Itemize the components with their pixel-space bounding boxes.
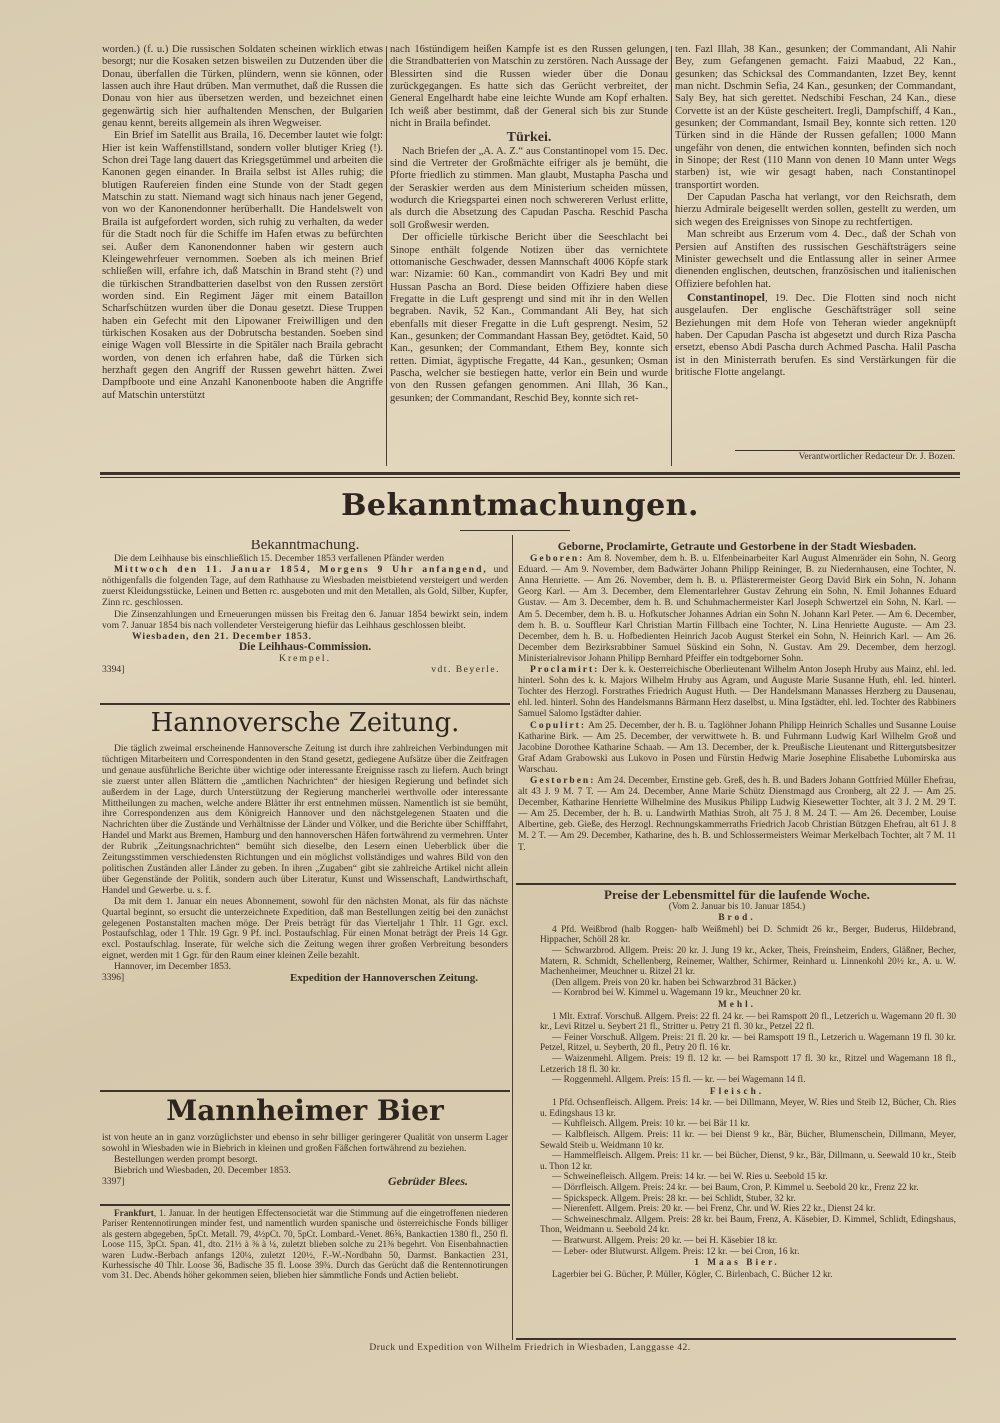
- price-item: (Den allgem. Preis von 20 kr. haben bei Schwarzbrod 31 Bäcker.): [552, 977, 796, 988]
- price-item: — Waizenmehl. Allgem. Preis: 19 fl. 12 kr. — bei Ramspott 17 fl. 30 kr., Ritzel und Wagemann 18 fl., Letzerich 18 fl. 30 kr.: [540, 1053, 956, 1075]
- news-paragraph: Man schreibt aus Erzerum vom 4. Dec., daß der Schah von Persien auf Anstiften des russischen Geschäftsträgers seine Minister gewechselt und die Entlassung aller in seiner Armee dienenden englischen, deutschen, französischen und italienischen Offiziere befohlen hat.: [675, 229, 956, 290]
- price-groups: [518, 913, 956, 1280]
- prices-title: Preise der Lebensmittel für die laufende Woche.: [604, 887, 870, 902]
- registry-entry: [518, 776, 956, 854]
- news-paragraph: [675, 291, 956, 379]
- news-paragraph: Der officielle türkische Bericht über die Seeschlacht bei Sinope enthält folgende Notizen über das vernichtete ottomanische Geschwader, dessen Mannschaft 4006 Köpfe stark war: Nizamie: 60 Kan., commandirt von Kadri Bey und mit Hussan Pascha an Bord. Diese beiden Offiziere haben diese Fregatte in die Luft gesprengt und sind mit ihr in den Wellen begraben. Navik, 52 Kan., Commandant Ali Bey, hat sich ebenfalls mit dieser Fregatte in die Luft gesprengt. Nesim, 52 Kan., gesunken; der Commandant Hassan Bey, getödtet. Kaid, 50 Kan., gesunken; der Commandant, Ethem Bey, konnte sich retten. Dimiat, ägyptische Fregatte, 44 Kan., gesunken; Osman Pascha, welcher sie bestiegen hatte, verlor ein Bein und wurde von den Russen gefangen genommen. Ani Illah, 36 Kan., gesunken; der Commandant, Reschid Bey, konnte sich ret-: [390, 232, 668, 404]
- notice-paragraph: [102, 564, 508, 608]
- entry-text: Am 24. December, Ernstine geb. Greß, des h. B. und Baders Johann Gottfried Müller Ehefrau, alt 43 J. 9 M. 7 T. — Am 24. December, Anne Marie Schütz Dienstmagd aus Cronberg, alt 22 J. — Am 25. December, Katharine Henriette Wilhelmine des Musikus Philipp Ludwig Kiesewetter Tochter, alt 3 J. 2 M. 29 T. — Am 25. December, der h. B. u. Landwirth Mathias Stroh, alt 75 J. 8 M. 24 T. — Am 26. December, Louise Albertine, geb. Gieße, des Herzogl. Rechnungskammerraths Friedrich Jacob Christian Bützgen Ehefrau, alt 61 J. 8 M. 2 T. — Am 29. December, Katharine, des h. B. und Schlossermeisters Weimar Merkelbach Tochter, alt 7 M. 11 T.: [518, 775, 956, 853]
- notice-signer-name: Krempel.: [279, 652, 331, 664]
- price-item: — Kalbfleisch. Allgem. Preis: 11 kr. — bei Dienst 9 kr., Bär, Bücher, Blumenschein, Dillmann, Meyer, Sewald Steib u. Weidmann 10 kr.: [540, 1130, 956, 1151]
- entry-text: Am 8. November, dem h. B. u. Elfenbeinarbeiter Karl August Almenräder ein Sohn, N. Georg Eduard. — Am 9. November, dem Badwärter Johann Philipp Reininger, B. zu Niedernhausen, eine Tochter, N. Anna Henriette. — Am 26. November, dem h. B. u. Pflästerermeister Georg David Birk ein Sohn, N. Johann Georg Karl. — Am 3. December, dem Elementarlehrer Gustav Zehrung ein Sohn, N. Emil Johannes Eduard Gustav. — Am 3. December, dem h. B. und Schuhmachermeister Karl Joseph Schwertzel ein Sohn, N. Karl. — Am 5. December, dem h. B. u. Hofkutscher Johannes Adrian ein Sohn N. Johann Karl Peter. — Am 6. December, dem h. B. u. Souffleur Karl Christian Martin Fillbach eine Tochter, N. Lina Henriette Auguste. — Am 23. December, dem h. B. u. Hofbedienten Heinrich Jacob August Sterkel ein Sohn, N. Heinrich Karl. — Am 26. December dem Bezirksrabbiner Samuel Süskind ein Sohn, N. Gustav. Am 29. December, dem herzogl. Ministerialrevisor Johann Philipp Bernhard Pfeiffer ein todtgeborner Sohn.: [518, 554, 956, 664]
- ad-paragraph: Die täglich zweimal erscheinende Hannoversche Zeitung ist durch ihre zahlreichen Verbindungen mit tüchtigen Mitarbeitern und Correspondenten in den Stand gesetzt, gediegene Aufsätze über die Zeitfragen und genaue ausführliche Berichte über wichtige oder interessante Ereignisse rasch zu liefern. Auch bringt sie zuerst unter allen Blättern die „amtlichen Nachrichten“ der hiesigen Regierung und befindet sich außerdem in der Lage, durch Unterstützung der Regierung mancherlei werthvolle oder interessante Mittheilungen zu machen, welche andere Blätter ihr erst entnehmen müssen. Namentlich ist sie bemüht, ihre Correspondenzen aus dem Königreich Hannover und den nächstgelegenen Staaten und die Nachrichten über die Zustände und Verhältnisse der Länder und Völker, und die Berichte über Schifffahrt, Handel und Markt aus Bremen, Hamburg und den hannoverschen Häfen fortwährend zu vermehren. Unter der Rubrik „Zeitungsnachrichten“ bemüht sich dieselbe, den Lesern einen Ueberblick über die Zeitungsstimmen verschiedensten Richtungen und ein möglichst vollständiges und wahres Bild von den politischen Zuständen aller Länder zu geben. In ihren „Zugaben“ gibt sie zahlreiche Artikel nicht allein über Gegenstände der Politik, sondern auch über Literatur, Kunst und Wissenschaft, Landwirthschaft, Handel und Gewerbe. u. s. f.: [102, 744, 508, 896]
- registry-entry: [518, 721, 956, 776]
- ad-rule: [100, 1204, 510, 1206]
- price-item: 1 Pfd. Ochsenfleisch. Allgem. Preis: 14 kr. — bei Dillmann, Meyer, W. Ries und Steib 12, Bücher, Ch. Ries u. Edingshaus 13 kr.: [540, 1098, 956, 1119]
- price-item: — Hammelfleisch. Allgem. Preis: 11 kr. — bei Bücher, Dienst, 9 kr., Bär, Dillmann, u. Seewald 10 kr., Steib u. Thon 12 kr.: [540, 1151, 956, 1172]
- price-category-heading: Fleisch.: [709, 1086, 765, 1097]
- price-item: — Bratwurst. Allgem. Preis: 20 kr. — bei H. Käsebier 18 kr.: [552, 1236, 778, 1246]
- frankfurt-market-report: [102, 1208, 508, 1318]
- entry-text: Der k. k. Oesterreichische Oberlieutenant Wilhelm Anton Joseph Hruby aus Mainz, ehl. led. hinterl. Sohn des k. k. Majors Wilhelm Hruby aus Agram, und Auguste Marie Susanne Huth, ehl. led. hinterl. Tochter des Herzogl. Forstrathes Friedrich August Huth. — Der Handelsmann Manasses Herzberg zu Dausenau, ehl. led. hinterl. Sohn des Handelsmanns Bärmann Herz daselbst, u. Mina Igstädter, ehl. led. Tochter des Rabbiners Samuel Salomo Igstädter dahier.: [518, 665, 956, 720]
- news-paragraph: nach 16stündigem heißen Kampfe ist es den Russen gelungen, die Strandbatterien von Matschin zu zerstören. Nach Aussage der Blessirten sind die Russen wieder über die Donau zurückgegangen. Es hatte sich das Gerücht verbreitet, der General Engelhardt habe eine leichte Wunde am Kopf erhalten. Ich weiß aber bestimmt, daß der General sich bis zur Stunde nicht in Braila befindet.: [390, 44, 668, 130]
- notice-title: Bekanntmachung.: [250, 540, 360, 553]
- report-text: , 1. Januar. In der heutigen Effectensocietät war die Stimmung auf die eingetroffenen niederen Pariser Rentennotirungen minder fest, und namentlich wurden spanische und österreichische Fonds billiger als gestern abgegeben, 5pCt. Metall. 79, 4½pCt. 70, 5pCt. Lombard.-Venet. 86⅝, Bankactien 1380 fl., 250 fl. Loose 115, 3pCt. Span. 41, dto. 21½ à ⅜ à ¼, zuletzt blieben solche zu 21⅜ begehrt. Von Eisenbahnactien waren Ludw.-Berbach anfangs 120¼, zuletzt 120½, F.-W.-Nordbahn 50, Darmst. Bankactien 231, Kurhessische 40 Thlr. Loose 36, Badische 35 fl. Loose 39¾. Durch das Gerücht daß die Rentennotirungen vom 31. Dec. Abends höher gekommen seien, blieben hier sämmtliche Fonds und Actien beliebt.: [102, 1208, 508, 1281]
- ad-rule: [100, 1090, 510, 1092]
- price-item: — Spickspeck. Allgem. Preis: 28 kr. — bei Schlidt, Stuber, 32 kr.: [552, 1193, 796, 1204]
- notice-footer: [102, 664, 508, 675]
- leihhaus-notice: [102, 540, 508, 700]
- price-item: 4 Pfd. Weißbrod (halb Roggen- halb Weißmehl) bei D. Schmidt 26 kr., Berger, Buderus, Hildebrand, Hippacher, Schöll 28 kr.: [540, 924, 956, 946]
- price-item: — Schweinefleisch. Allgem. Preis: 14 kr. — bei W. Ries u. Seebold 15 kr.: [552, 1172, 828, 1183]
- notice-paragraph: Die dem Leihhause bis einschließlich 15. December 1853 verfallenen Pfänder werden: [114, 553, 445, 565]
- beer-ad: [102, 1132, 508, 1202]
- dateline-place: Constantinopel: [687, 289, 766, 304]
- section-rule: [516, 1338, 956, 1340]
- prices-subtitle: (Vom 2. Januar bis 10. Januar 1854.): [668, 901, 806, 912]
- price-category-heading: Mehl.: [718, 999, 756, 1010]
- price-item: — Nierenfett. Allgem. Preis: 20 kr. — bei Frenz, Chr. und W. Ries 22 kr., Dienst 24 kr.: [552, 1204, 876, 1215]
- entry-label: Copulirt:: [530, 720, 586, 731]
- auction-date: Mittwoch den 11. Januar 1854, Morgens 9 Uhr anfangend,: [114, 564, 488, 576]
- news-column-2: [390, 44, 668, 470]
- news-paragraph: worden.) (f. u.) Die russischen Soldaten scheinen wirklich etwas besorgt; nur die Kosaken setzen bisweilen zu Dutzenden über die Donau, überfallen die Türken, plündern, wenn sie können, oder lassen auch ihre Haut drüben. Man vermuthet, daß die Russen die Donau von hier aus übersetzen werden, und bezeichnet einen gegenwärtig sich hier aufhaltenden Menschen, der Bulgarien genau kennt, bereits allgemein als ihren Wegweiser.: [102, 44, 383, 130]
- news-column-3: [675, 44, 956, 449]
- ad-signer: Expedition der Hannoverschen Zeitung.: [289, 972, 478, 985]
- civil-registry: [518, 540, 956, 885]
- news-paragraph: Der Capudan Pascha hat verlangt, vor den Reichsrath, dem hierzu Admirale beigesellt werden sollen, gestellt zu werden, um sich wegen des Ereignisses von Sinope zu rechtfertigen.: [675, 192, 956, 228]
- ad-number: 3397]: [102, 1176, 125, 1188]
- news-paragraph: Ein Brief im Satellit aus Braila, 16. December lautet wie folgt: Hier ist kein Waffenstillstand, sondern voller blutiger Krieg (!). Schon drei Tage lang dauert das Kriegsgetümmel und arbeiten die Kanonen gegen einander. In Braila selbst ist Alles ruhig; die blutigen Raufereien finden eine Stunde von der Stadt gegen Matschin zu statt. Niemand wagt sich hinaus nach jener Gegend, von wo der Kanonendonner herüberhallt. Die Handelswelt von Braila ist aufgefordert worden, sich ruhig zu verhalten, da weder für die Stadt noch für die Schiffe im Hafen etwas zu befürchten sei. Außer dem Kanonendonner haben wir gestern auch Kleingewehrfeuer vernommen. Soeben als ich meinen Brief schließen will, erfahre ich, daß Matschin in Brand steht (?) und die türkischen Strandbatterien daselbst von den Russen zerstört worden sind. Ein Regiment Jäger mit einem Bataillon Scharfschützen wurden über die Donau gesetzt. Diese Truppen haben ein Gefecht mit den Lipowaner Freiwilligen und den türkischen Kosaken aus der Dobrutscha bestanden. Soeben sind einige Wagen voll Blessirte in die Spitäler nach Braila gebracht worden, von denen ich erfahren habe, daß die Türken sich herzhaft gegen den Angriff der Russen gewehrt hätten. Zwei Dampfboote und eine Anzahl Kanonenboote haben die Angriffe auf Matschin unterstützt: [102, 130, 383, 401]
- ad-number: 3396]: [102, 973, 125, 984]
- registry-entry: [518, 665, 956, 720]
- price-category-heading: Brod.: [718, 913, 756, 924]
- ad-signer: Gebrüder Blees.: [388, 1174, 468, 1189]
- entry-label: Gestorben:: [530, 775, 596, 786]
- news-paragraph: ten. Fazl Illah, 38 Kan., gesunken; der Commandant, Ali Nahir Bey, zum Gefangenen gemacht. Faizi Maabud, 22 Kan., gesunken; das Schicksal des Commandanten, Izzet Bey, kennt man nicht. Dschmin Sefia, 24 Kan., gesunken; der Commandant, Saly Bey, hat sich gerettet. Nedschibi Feschan, 24 Kan., diese Corvette ist an der Küste gescheitert. Iregli, Dampfschiff, 4 Kan., gesunken; der Commandant, Ismail Bey, konnte sich retten. 120 Türken sind in die Hände der Russen gefallen; 1000 Mann ungefähr von denen, die entwichen konnten, befinden sich noch in Sinope; der Rest (110 Mann von denen 10 Mann unter Wegs starben) ist, wie wir gesagt haben, nach Constantinopel transportirt worden.: [675, 44, 956, 191]
- section-rule: [100, 472, 960, 475]
- price-item: 1 Mlt. Extraf. Vorschuß. Allgem. Preis: 22 fl. 24 kr. — bei Ramspott 20 fl., Letzerich u. Wagemann 20 fl. 30 kr., Levi Ritzel u. Seybert 21 fl., Stritter u. Petry 21 fl. 30 kr., Petzel 22 fl.: [540, 1011, 956, 1033]
- ad-date: Biebrich und Wiesbaden, 20. December 1853.: [114, 1165, 291, 1177]
- price-item: — Schweineschmalz. Allgem. Preis: 28 kr. bei Baum, Frenz, A. Käsebier, D. Kimmel, Schlidt, Edingshaus, Thon, Weidmann u. Seebold 24 kr.: [540, 1214, 956, 1236]
- news-column-1: [102, 44, 383, 470]
- price-item: — Schwarzbrod. Allgem. Preis: 20 kr. J. Jung 19 kr., Acker, Theis, Freinsheim, Enders, Gläßner, Becher, Matern, R. Schmidt, Schellenberg, Reinemer, Walther, Schirmer, Reinhard u. Linnenkohl 20½ kr., A. u. W. Machenheimer, Meuchner u. Ritzel 21 kr.: [540, 945, 956, 978]
- section-heading-turkey: Türkei.: [506, 130, 552, 146]
- price-item: — Leber- oder Blutwurst. Allgem. Preis: 12 kr. — bei Cron, 16 kr.: [552, 1246, 800, 1257]
- price-category-heading: 1 Maas Bier.: [694, 1258, 780, 1269]
- section-rule: [516, 883, 956, 885]
- price-item: — Feiner Vorschuß. Allgem. Preis: 21 fl. 20 kr. — bei Ramspott 19 fl., Letzerich u. Wagemann 19 fl. 30 kr. Petzel, Ritzel, u. Seyberth, 20 fl., Petry 20 fl. 16 kr.: [540, 1032, 956, 1054]
- price-item: — Roggenmehl. Allgem. Preis: 15 fl. — kr. — bei Wagemann 14 fl.: [552, 1075, 806, 1086]
- price-item: — Kornbrod bei W. Kimmel u. Wagemann 19 kr., Meuchner 20 kr.: [552, 988, 802, 999]
- beer-title: Mannheimer Bier: [166, 1094, 444, 1127]
- entry-text: Am 25. December, der h. B. u. Taglöhner Johann Philipp Heinrich Schalles und Susanne Louise Katharine Birk. — Am 25. December, der verwittwete h. B. und Fuhrmann Ludwig Karl Wilhelm Groß und Jacobine Dorothee Katharine Schaab. — Am 13. December, der k. Preußische Lieutenant und Rittergutsbesitzer Graf Adam Grabowski aus Lukovo in Posen und Fürstin Hedwig Marie Josephine Elisabethe Lubomirska aus Warschau.: [518, 720, 956, 775]
- editor-rule: [735, 450, 955, 451]
- notice-paragraph: Die Zinsenzahlungen und Erneuerungen müssen bis Freitag den 6. Januar 1854 bewirkt sein, indem vom 7. Januar 1854 bis nach vollendeter Versteigerung hiefür das Leihhaus geschlossen bleibt.: [102, 608, 508, 631]
- registry-entry: [518, 554, 956, 665]
- entry-label: Geboren:: [530, 554, 585, 565]
- dateline-text: , 19. Dec. Die Flotten sind noch nicht ausgelaufen. Der englische Geschäftsträger soll seine Beziehungen mit dem Hofe von Teheran wieder angeknüpft haben. Der Capudan Pascha ist abgesetzt und durch Riza Pascha ersetzt, ebenso Abdi Pascha durch Achmed Pascha. Halil Pascha ist in den Ministerrath berufen. Es sind Verstärkungen für die britische Flotte angelangt.: [675, 292, 956, 378]
- editor-line: Verantwortlicher Redacteur Dr. J. Bozen.: [798, 452, 955, 462]
- hannover-title: Hannoversche Zeitung.: [150, 708, 460, 738]
- news-paragraph: Nach Briefen der „A. A. Z.“ aus Constantinopel vom 15. Dec. sind die Vertreter der Großmächte eifriger als je bemüht, die Pforte friedlich zu stimmen. Man glaubt, Mustapha Pascha und der Seraskier werden aus dem Ministerium scheiden müssen, wodurch die Kriegspartei einen noch schwereren Verlust erlitte, als durch die Absetzung des Capudan Pascha. Reschid Pascha soll Großwesir werden.: [390, 145, 668, 231]
- notice-signer: Die Leihhaus-Commission.: [238, 640, 372, 653]
- ad-footer: [102, 973, 508, 984]
- price-item: — Kuhfleisch. Allgem. Preis: 10 kr. — bei Bär 11 kr.: [552, 1119, 750, 1130]
- ad-date: Hannover, im December 1853.: [114, 962, 232, 973]
- section-rule: [100, 477, 960, 478]
- ad-footer: [102, 1176, 508, 1187]
- ad-paragraph: Bestellungen werden prompt besorgt.: [114, 1154, 258, 1166]
- column-divider: [671, 46, 672, 466]
- column-divider: [512, 535, 513, 1340]
- entry-label: Proclamirt:: [530, 665, 600, 676]
- date-text: Wiesbaden, den 21. December 1853.: [132, 630, 313, 642]
- heading-underline: [460, 530, 570, 531]
- notice-text: und nöthigenfalls die folgenden Tage, auf dem Rathhause zu Wiesbaden meistbietend versteigert und werden zuerst Kleidungsstücke, Leinen und Betten rc. ausgeboten und mit den Metallen, als Gold, Silber, Kupfer, Zinn rc. geschlossen.: [102, 564, 508, 609]
- printer-footer: Druck und Expedition von Wilhelm Friedrich in Wiesbaden, Langgasse 42.: [369, 1343, 691, 1353]
- vdt-signature: vdt. Beyerle.: [431, 664, 500, 676]
- dateline-place: Frankfurt: [114, 1208, 154, 1218]
- ad-rule: [100, 703, 510, 705]
- price-item: — Dörrfleisch. Allgem. Preis: 24 kr. — bei Baum, Cron, P. Kimmel u. Seebold 20 kr., Frenz 22 kr.: [552, 1183, 919, 1194]
- food-prices: [518, 887, 956, 1337]
- column-divider: [386, 46, 387, 466]
- price-item: Lagerbier bei G. Bücher, P. Müller, Kögler, C. Birlenbach, C. Bücher 12 kr.: [552, 1269, 833, 1280]
- ad-paragraph: Da mit dem 1. Januar ein neues Abonnement, sowohl für den nächsten Monat, als für das nächste Quartal beginnt, so ersucht die unterzeichnete Expedition, daß man Bestellungen zeitig bei den zunächst gelegenen Postanstalten machen möge. Der Preis beträgt für das Vierteljahr 1 Thlr. 11 Ggr. excl. Postaufschlag, oder 1 Thlr. 19 Ggr. 9 Pf. incl. Postaufschlag. Für einen Monat beträgt der Preis 14 Ggr. excl. Postaufschlag. Inserate, für welche sich die Zeitung wegen ihrer großen Verbreitung besonders eignet, werden mit 1 Ggr. für den Raum einer kleinen Zeile bezahlt.: [102, 896, 508, 962]
- announcements-heading: Bekanntmachungen.: [341, 488, 699, 523]
- ad-number: 3394]: [102, 664, 125, 676]
- report-paragraph: [102, 1208, 508, 1281]
- hannover-ad: [102, 744, 508, 1086]
- ad-paragraph: ist von heute an in ganz vorzüglichster und ebenso in sehr billiger geringerer Qualität von unserm Lager sowohl in Wiesbaden wie in Biebrich in kleinen und großen Fäßchen fortwährend zu beziehen.: [102, 1132, 508, 1155]
- registry-title: Geborne, Proclamirte, Getraute und Gestorbene in der Stadt Wiesbaden.: [557, 541, 917, 553]
